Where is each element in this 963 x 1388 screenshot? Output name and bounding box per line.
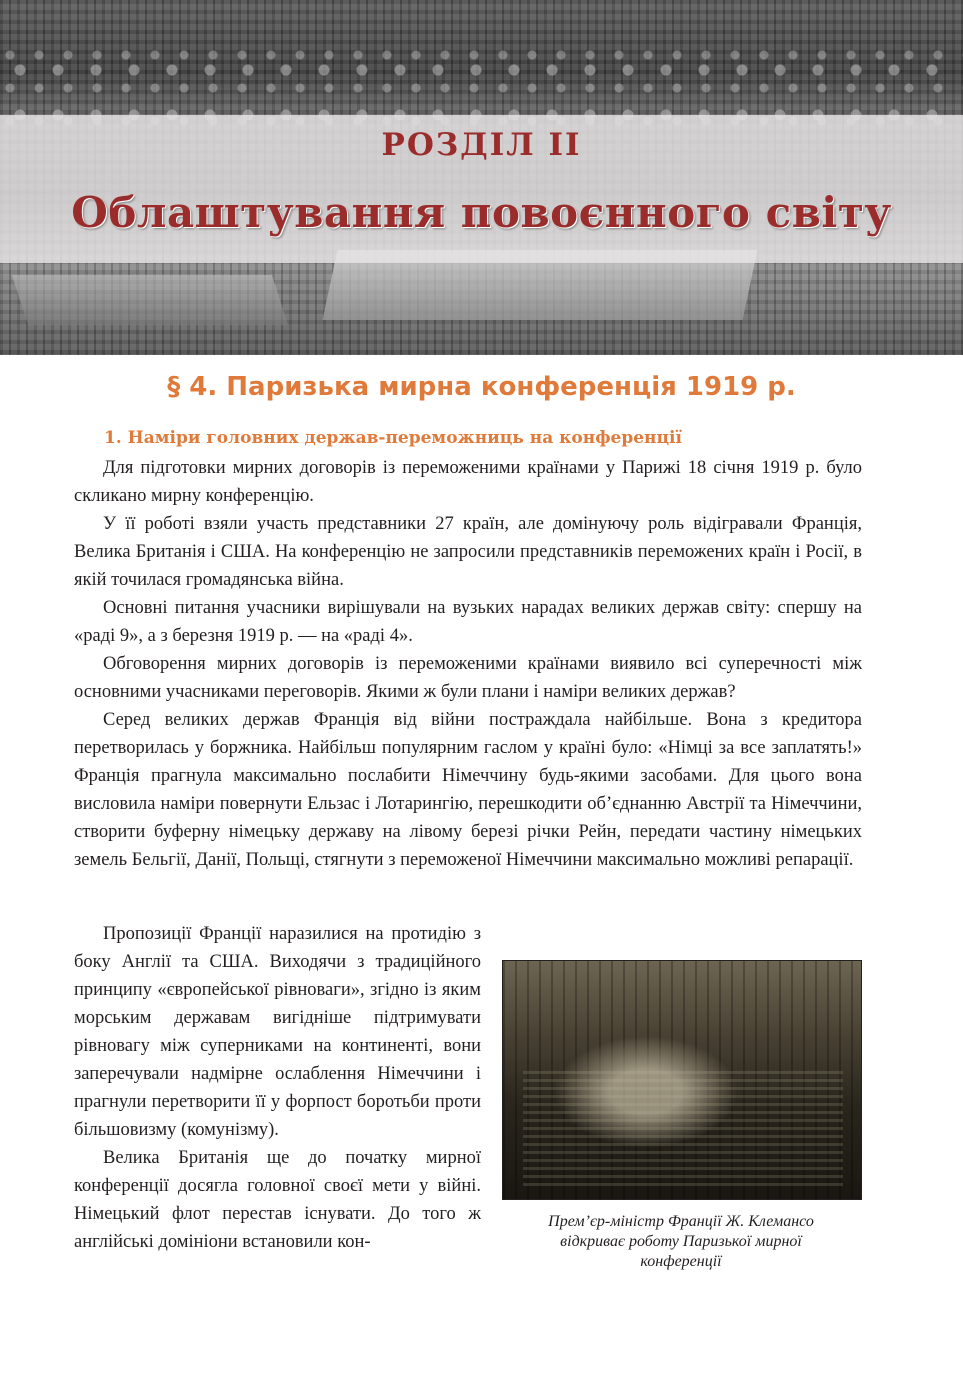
body-text (74, 454, 862, 874)
section-heading: § 4. Паризька мирна конференція 1919 р. (167, 372, 796, 402)
header-photo-banner (0, 0, 963, 355)
paragraph: Пропозиції Франції наразилися на протидію з боку Англії та США. Виходячи з традиційного принципу «європейської рівноваги», згідно із яким морським державам вигідніше підтримувати рівновагу між суперниками на континенті, вони заперечували надмірне ослаблення Німеччини і прагнули перетворити її у форпост боротьби проти більшовизму (комунізму). (74, 924, 481, 1140)
banner-photo-table-left (12, 275, 288, 325)
body-text-column (74, 920, 481, 1256)
paragraph: Обговорення мирних договорів із переможеними країнами виявило всі суперечності між основними учасниками переговорів. Якими ж були плани і наміри великих держав? (74, 654, 862, 702)
caption-line: Прем’єр-міністр Франції Ж. Клемансо (548, 1213, 814, 1230)
caption-line: відкриває роботу Паризької мирної (560, 1233, 802, 1250)
paragraph: Для підготовки мирних договорів із переможеними країнами у Парижі 18 січня 1919 р. було скликано мирну конференцію. (74, 458, 862, 506)
subsection-heading: 1. Наміри головних держав-переможниць на конференції (104, 428, 682, 448)
caption-line: конференції (640, 1253, 722, 1270)
conference-photo-detail (523, 1071, 843, 1191)
paragraph: Основні питання учасники вирішували на вузьких нарадах великих держав світу: спершу на «раді 9», а з березня 1919 р. — на «раді 4». (74, 598, 862, 646)
paragraph: Велика Британія ще до початку мирної конференції досягла головної своєї мети у війні. Німецький флот перестав існувати. До того ж англійські домініони встановили кон- (74, 1148, 481, 1252)
conference-photo (502, 960, 862, 1200)
paragraph: У її роботі взяли участь представники 27 країн, але домінуючу роль відігравали Франція, Велика Британія і США. На конференцію не запросили представників переможених країн і Росії, в якій точилася громадянська війна. (74, 514, 862, 590)
chapter-label: РОЗДІЛ ІІ (381, 127, 582, 163)
chapter-title: Облаштування повоєнного світу (71, 188, 892, 237)
paragraph: Серед великих держав Франція від війни постраждала найбільше. Вона з кредитора перетворилась у боржника. Найбільш популярним гаслом у країні було: «Німці за все заплатять!» Франція прагнула максимально послабити Німеччину будь-якими засобами. Для цього вона висловила наміри повернути Ельзас і Лотарингію, перешкодити об’єднанню Австрії та Німеччини, створити буферну німецьку державу на лівому березі річки Рейн, передати частину німецьких земель Бельгії, Данії, Польщі, стягнути з переможеної Німеччини максимально можливі репарації. (74, 710, 862, 870)
photo-caption (502, 1212, 860, 1272)
